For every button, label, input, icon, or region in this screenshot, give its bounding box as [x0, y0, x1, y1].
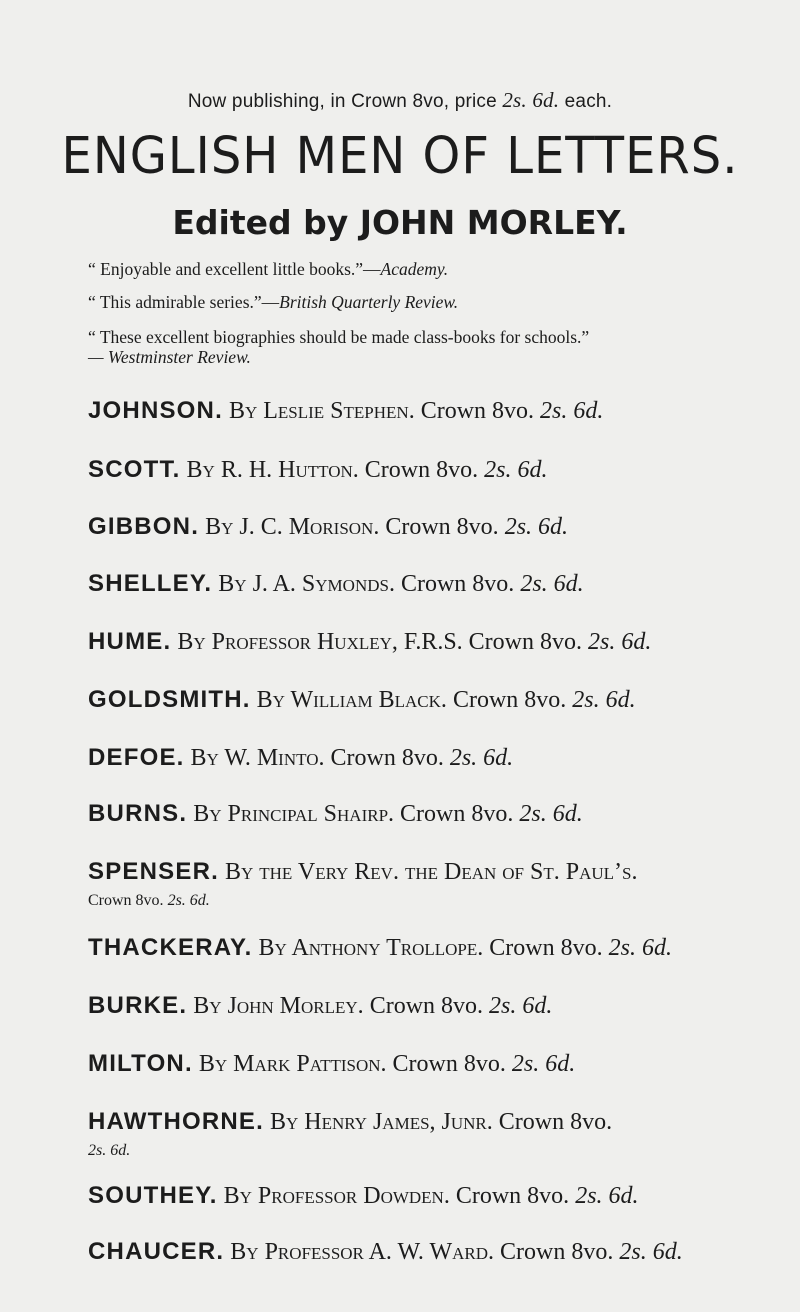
entry-subject: SOUTHEY. [88, 1182, 218, 1209]
entry-format: Crown 8vo. [455, 1183, 570, 1209]
entry-subject: MILTON. [88, 1050, 193, 1077]
quote-text: “ These excellent biographies should be made class-books for schools.” [88, 327, 590, 347]
notice-suffix: each. [559, 91, 613, 112]
entry-author: By Mark Pattison. [198, 1051, 387, 1077]
entry-hawthorne [88, 1108, 748, 1136]
entry-subject: CHAUCER. [88, 1238, 225, 1265]
entry-price: 2s. 6d. [489, 993, 553, 1019]
entry-format: Crown 8vo. [385, 514, 499, 540]
entry-format: Crown 8vo. [400, 571, 515, 597]
entry-price: 2s. 6d. [619, 1239, 683, 1265]
entry-author: By William Black. [256, 687, 447, 713]
entry-format: Crown 8vo. [420, 398, 535, 424]
entry-subject: HUME. [88, 628, 172, 655]
entry-subject: THACKERAY. [88, 934, 253, 961]
entry-subject: SHELLEY. [88, 570, 213, 597]
entry-hume [88, 628, 748, 656]
editor-line: Edited by JOHN MORLEY. [172, 203, 628, 242]
entry-author: By Anthony Trollope. [258, 935, 484, 961]
entry-format: Crown 8vo. [498, 1109, 613, 1135]
entry-author: By Professor Dowden. [223, 1183, 450, 1209]
entry-subject: HAWTHORNE. [88, 1108, 264, 1135]
entry-subject: GOLDSMITH. [88, 686, 251, 713]
entry-author: By the Very Rev. the Dean of St. Paul’s. [224, 859, 638, 885]
entry-author: By Principal Shairp. [193, 801, 395, 827]
entry-thackeray [88, 934, 748, 962]
entry-gibbon [88, 513, 748, 541]
entry-hawthorne-continued [88, 1142, 130, 1160]
notice-price: 2s. 6d. [502, 88, 560, 112]
entry-author: By Professor Huxley, F.R.S. [177, 629, 463, 655]
entry-price: 2s. 6d. [511, 1051, 576, 1077]
entry-spenser-continued [88, 892, 210, 910]
entry-price: 2s. 6d. [88, 1142, 131, 1159]
entry-subject: BURNS. [88, 800, 188, 827]
entry-chaucer [88, 1238, 748, 1266]
quote-text: “ Enjoyable and excellent little books.”— [88, 259, 381, 279]
quote-academy [88, 259, 728, 279]
entry-price: 2s. 6d. [520, 571, 584, 597]
entry-scott [88, 456, 748, 484]
series-title: ENGLISH MEN OF LETTERS. [61, 126, 739, 186]
entry-price: 2s. 6d. [572, 687, 636, 713]
entry-author: By J. C. Morison. [205, 514, 380, 540]
quote-text: “ This admirable series.”— [88, 292, 280, 312]
entry-price: 2s. 6d. [504, 514, 569, 540]
entry-subject: SPENSER. [88, 858, 219, 885]
entry-price: 2s. 6d. [484, 457, 548, 483]
entry-format: Crown 8vo. [500, 1239, 614, 1265]
entry-format: Crown 8vo. [400, 801, 514, 827]
entry-burns [88, 800, 748, 828]
entry-subject: DEFOE. [88, 744, 185, 771]
entry-price: 2s. 6d. [588, 629, 652, 655]
publishing-notice [0, 88, 800, 113]
entry-spenser [88, 858, 748, 886]
entry-author: By J. A. Symonds. [218, 571, 395, 597]
entry-author: By W. Minto. [190, 745, 325, 771]
entry-price: 2s. 6d. [167, 892, 210, 909]
entry-author: By Leslie Stephen. [228, 398, 415, 424]
entry-author: By R. H. Hutton. [186, 457, 359, 483]
entry-goldsmith [88, 686, 748, 714]
quote-source: — Westminster Review. [88, 347, 251, 367]
quote-source: Academy. [380, 259, 449, 279]
entry-format: Crown 8vo. [364, 457, 479, 483]
entry-subject: JOHNSON. [88, 397, 223, 424]
entry-format: Crown 8vo. [88, 892, 164, 909]
entry-shelley [88, 570, 748, 598]
entry-burke [88, 992, 748, 1020]
entry-subject: SCOTT. [88, 456, 181, 483]
entry-subject: GIBBON. [88, 513, 200, 540]
entry-format: Crown 8vo. [468, 629, 583, 655]
entry-author: By John Morley. [193, 993, 364, 1019]
quote-source: British Quarterly Review. [279, 292, 459, 312]
entry-johnson [88, 397, 748, 425]
quote-british-quarterly [88, 292, 728, 312]
entry-subject: BURKE. [88, 992, 188, 1019]
entry-price: 2s. 6d. [608, 935, 672, 961]
entry-milton [88, 1050, 748, 1078]
entry-author: By Professor A. W. Ward. [230, 1239, 495, 1265]
entry-price: 2s. 6d. [519, 801, 583, 827]
entry-format: Crown 8vo. [392, 1051, 506, 1077]
entry-price: 2s. 6d. [575, 1183, 639, 1209]
entry-format: Crown 8vo. [330, 745, 444, 771]
entry-price: 2s. 6d. [540, 398, 604, 424]
entry-format: Crown 8vo. [369, 993, 484, 1019]
notice-prefix: Now publishing, in Crown 8vo, price [187, 91, 503, 112]
entry-format: Crown 8vo. [489, 935, 603, 961]
entry-defoe [88, 744, 748, 772]
quote-westminster [88, 327, 728, 367]
entry-format: Crown 8vo. [452, 687, 567, 713]
entry-author: By Henry James, Junr. [270, 1109, 493, 1135]
entry-price: 2s. 6d. [449, 745, 514, 771]
entry-southey [88, 1182, 748, 1210]
